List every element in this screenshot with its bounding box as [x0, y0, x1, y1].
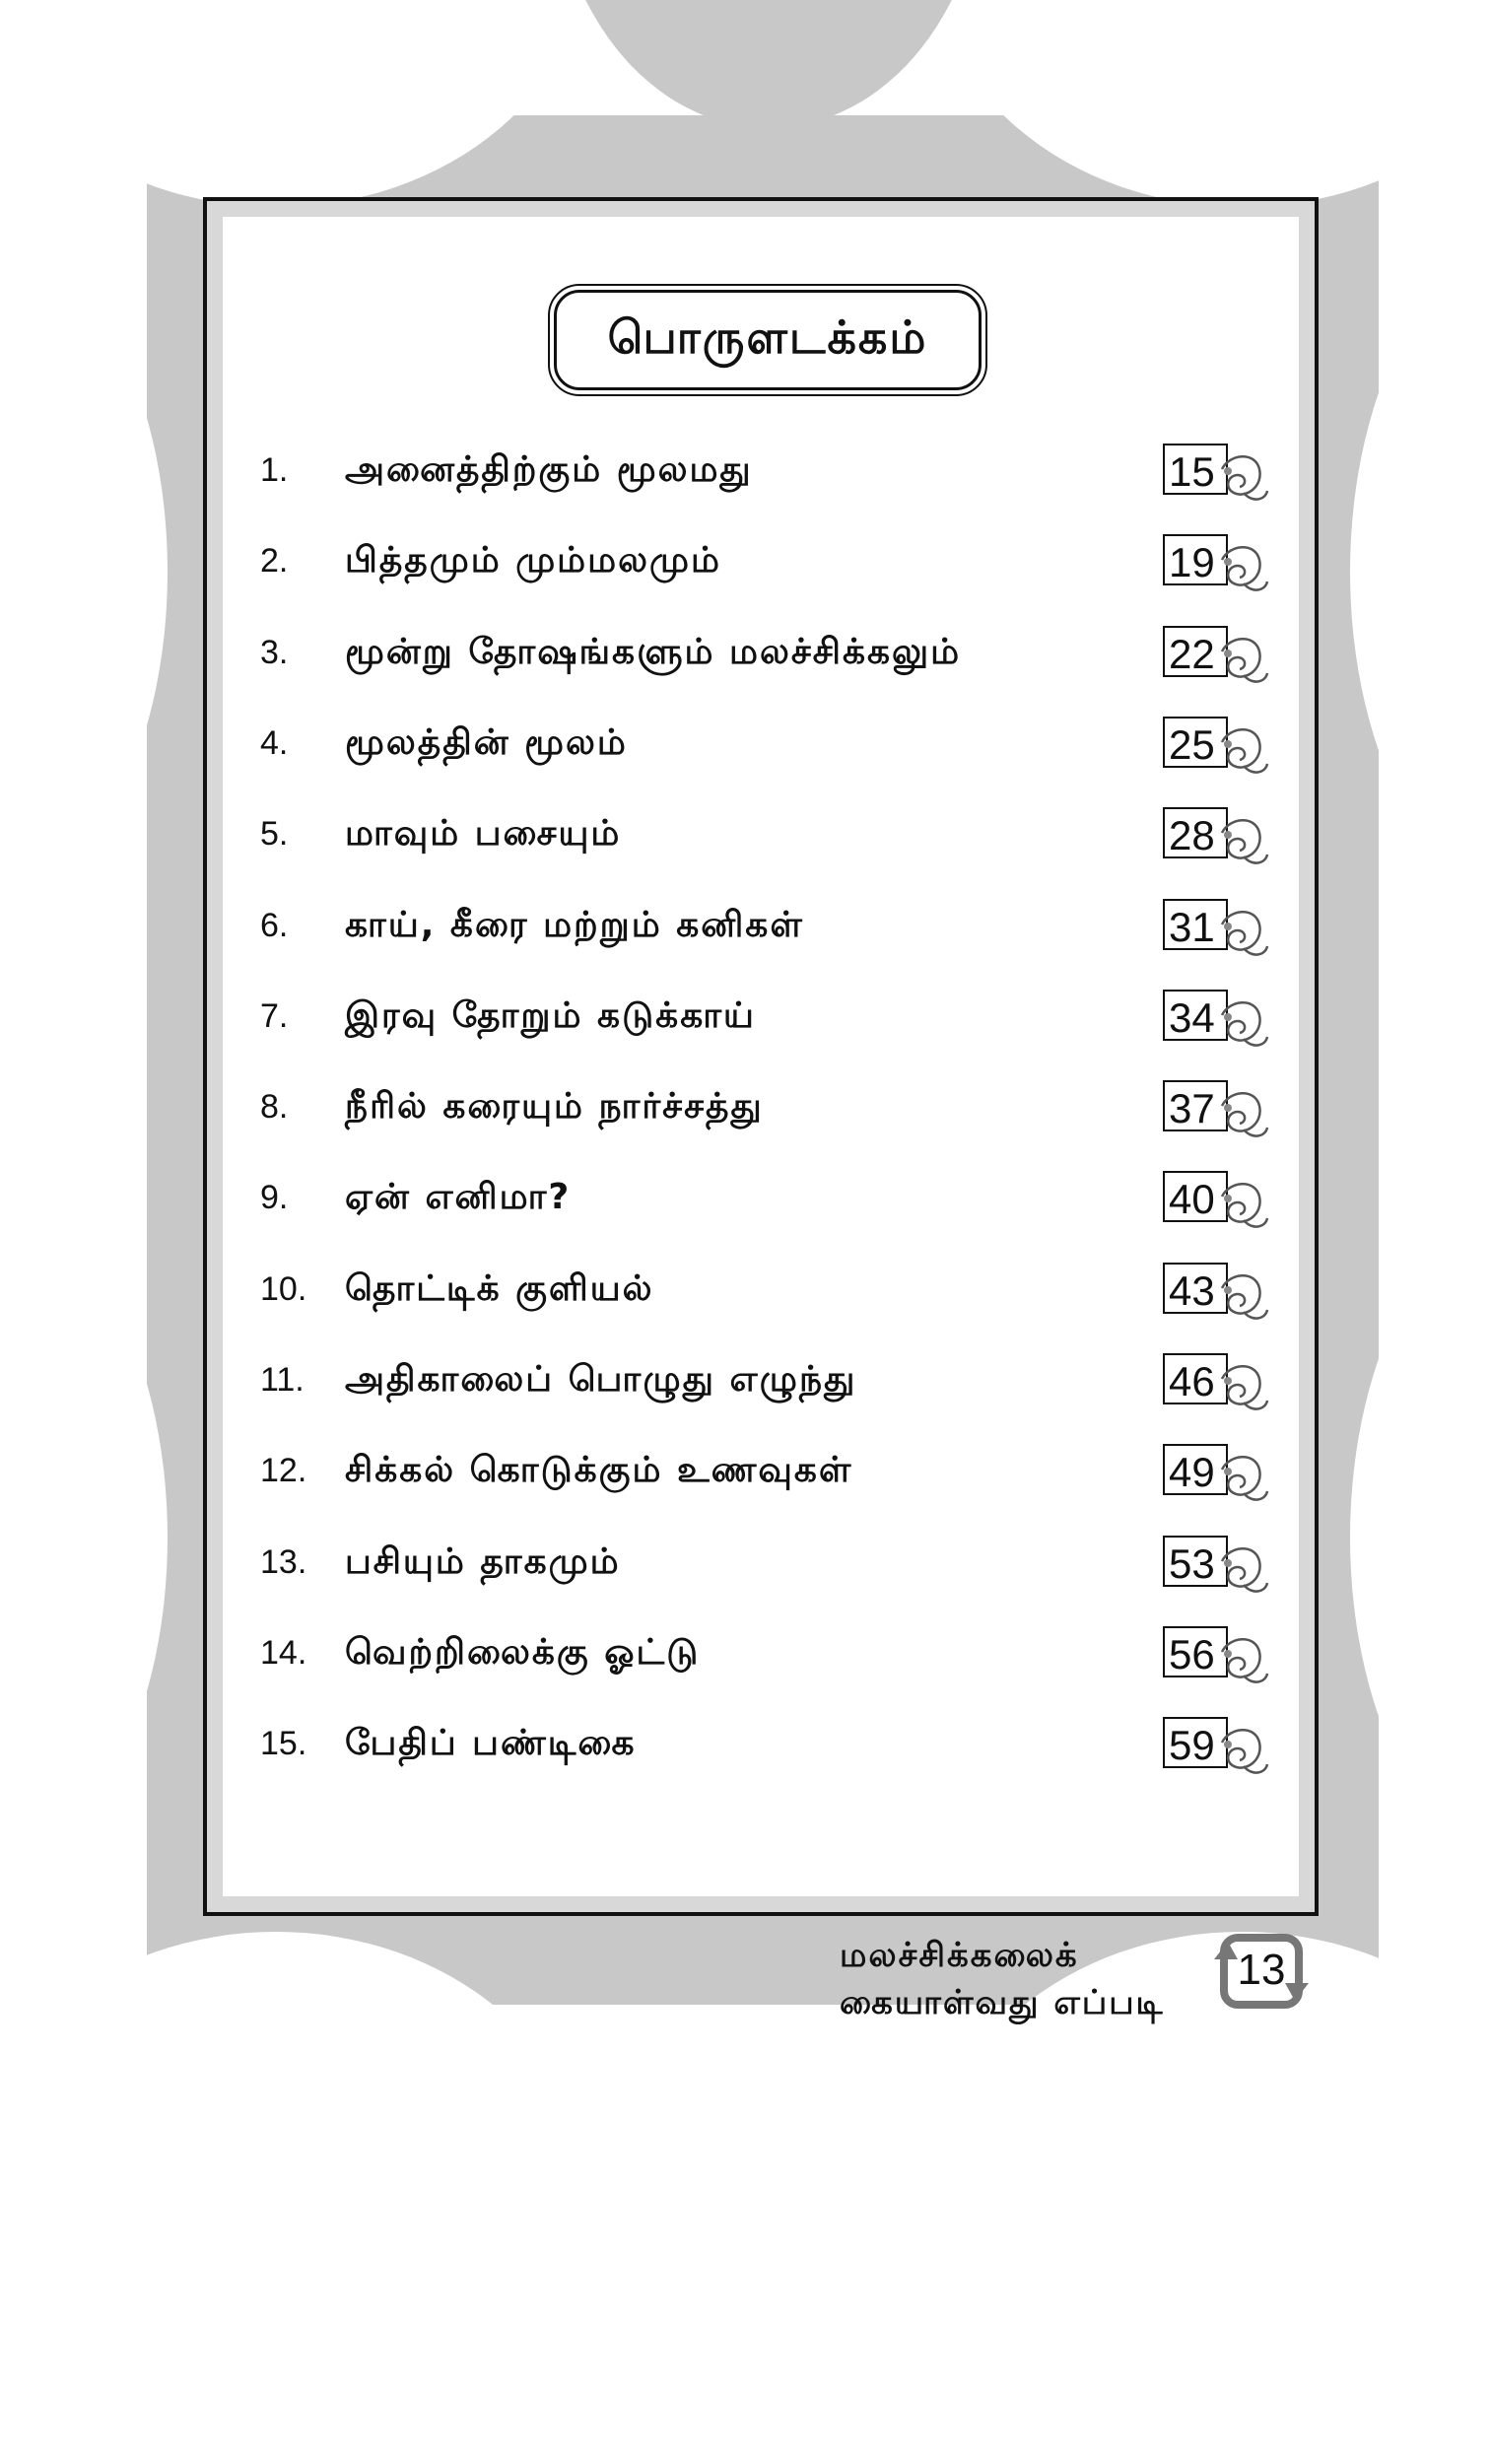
toc-entry-number: 13. [260, 1542, 307, 1581]
toc-page-number: 19 [1169, 539, 1215, 586]
toc-entry-title: மாவும் பசையும் [345, 813, 622, 855]
toc-entry-title: சிக்கல் கொடுக்கும் உணவுகள் [345, 1450, 853, 1491]
toc-entry-title: தொட்டிக் குளியல் [345, 1267, 654, 1309]
decorative-swirl-icon [1216, 1357, 1271, 1416]
scallop-bottom-left [0, 1932, 591, 2464]
toc-entry [223, 1263, 1299, 1332]
toc-page-number: 15 [1169, 448, 1215, 495]
toc-entry-number: 12. [260, 1452, 307, 1490]
toc-entry-title: இரவு தோறும் கடுக்காய் [345, 994, 756, 1036]
page-number-badge [1210, 1928, 1313, 2015]
toc-entry [223, 1717, 1299, 1786]
toc-entry-number: 5. [260, 815, 289, 854]
decorative-swirl-icon [1216, 538, 1271, 597]
toc-page-number: 37 [1169, 1085, 1215, 1132]
decorative-swirl-icon [1216, 1448, 1271, 1507]
toc-page-number: 25 [1169, 720, 1215, 768]
decorative-swirl-icon [1216, 1175, 1271, 1234]
book-title-line-2: கையாள்வது எப்படி [840, 1983, 1165, 2022]
toc-entry [223, 717, 1299, 786]
toc-entry-number: 15. [260, 1725, 307, 1763]
toc-entry [223, 534, 1299, 603]
decorative-swirl-icon [1216, 1721, 1271, 1780]
toc-page-number: 56 [1169, 1630, 1215, 1677]
toc-entry-number: 10. [260, 1269, 307, 1308]
scallop-top-center [552, 0, 985, 128]
toc-entry-title: நீரில் கரையும் நார்ச்சத்து [345, 1086, 764, 1128]
toc-entry [223, 444, 1299, 513]
contents-panel [223, 217, 1299, 1896]
toc-entry-title: அனைத்திற்கும் மூலமது [345, 449, 753, 490]
toc-page-number: 46 [1169, 1358, 1215, 1404]
toc-entry-title: பித்தமும் மும்மலமும் [345, 540, 721, 582]
toc-entry-number: 1. [260, 451, 289, 489]
decorative-swirl-icon [1216, 811, 1271, 870]
toc-entry-number: 3. [260, 633, 289, 671]
toc-entry-title: மூலத்தின் மூலம் [345, 721, 628, 763]
toc-entry-title: பேதிப் பண்டிகை [345, 1723, 637, 1764]
decorative-swirl-icon [1216, 1630, 1271, 1689]
toc-entry-title: பசியும் தாகமும் [345, 1540, 621, 1582]
toc-entry [223, 990, 1299, 1059]
toc-entry-number: 2. [260, 542, 289, 581]
toc-page-number: 31 [1169, 903, 1215, 950]
book-title-footer [840, 1932, 1165, 2026]
toc-page-number: 28 [1169, 812, 1215, 859]
toc-entry [223, 1536, 1299, 1605]
toc-entry-title: அதிகாலைப் பொழுது எழுந்து [345, 1359, 857, 1400]
book-title-line-1: மலச்சிக்கலைக் [840, 1936, 1079, 1975]
toc-entry-number: 9. [260, 1179, 289, 1217]
toc-entry [223, 1626, 1299, 1695]
toc-entry-number: 11. [260, 1361, 305, 1399]
toc-entry [223, 1171, 1299, 1240]
toc-entry [223, 1444, 1299, 1513]
toc-page-number: 53 [1169, 1540, 1215, 1587]
decorative-swirl-icon [1216, 447, 1271, 507]
toc-entry-title: மூன்று தோஷங்களும் மலச்சிக்கலும் [345, 631, 962, 672]
decorative-swirl-icon [1216, 1540, 1271, 1599]
toc-entry-number: 14. [260, 1633, 307, 1672]
toc-entry [223, 899, 1299, 968]
contents-frame [203, 197, 1319, 1916]
page-title: பொருளடக்கம் [607, 309, 928, 364]
scallop-left-upper [0, 227, 168, 917]
decorative-swirl-icon [1216, 1266, 1271, 1326]
toc-entry-number: 8. [260, 1088, 289, 1127]
decorative-swirl-icon [1216, 903, 1271, 962]
toc-page-number: 59 [1169, 1722, 1215, 1769]
toc-entry-number: 6. [260, 906, 289, 944]
toc-entry-number: 7. [260, 996, 289, 1035]
decorative-swirl-icon [1216, 993, 1271, 1053]
toc-entry-number: 4. [260, 723, 289, 762]
toc-entry [223, 807, 1299, 876]
toc-page-number: 43 [1169, 1266, 1215, 1314]
decorative-swirl-icon [1216, 720, 1271, 780]
toc-entry-title: வெற்றிலைக்கு ஓட்டு [345, 1631, 701, 1673]
decorative-swirl-icon [1216, 630, 1271, 689]
toc-entry-title: காய், கீரை மற்றும் கனிகள் [345, 904, 804, 945]
page-number: 13 [1237, 1946, 1286, 1994]
toc-page-number: 40 [1169, 1176, 1215, 1223]
title-badge [554, 290, 982, 390]
toc-entry-title: ஏன் எனிமா? [345, 1177, 572, 1218]
toc-entry [223, 626, 1299, 695]
toc-page-number: 49 [1169, 1449, 1215, 1496]
toc-page-number: 22 [1169, 630, 1215, 677]
decorative-swirl-icon [1216, 1084, 1271, 1143]
toc-entry [223, 1080, 1299, 1149]
scallop-left-lower [0, 1193, 168, 1882]
toc-entry [223, 1353, 1299, 1422]
toc-page-number: 34 [1169, 993, 1215, 1041]
